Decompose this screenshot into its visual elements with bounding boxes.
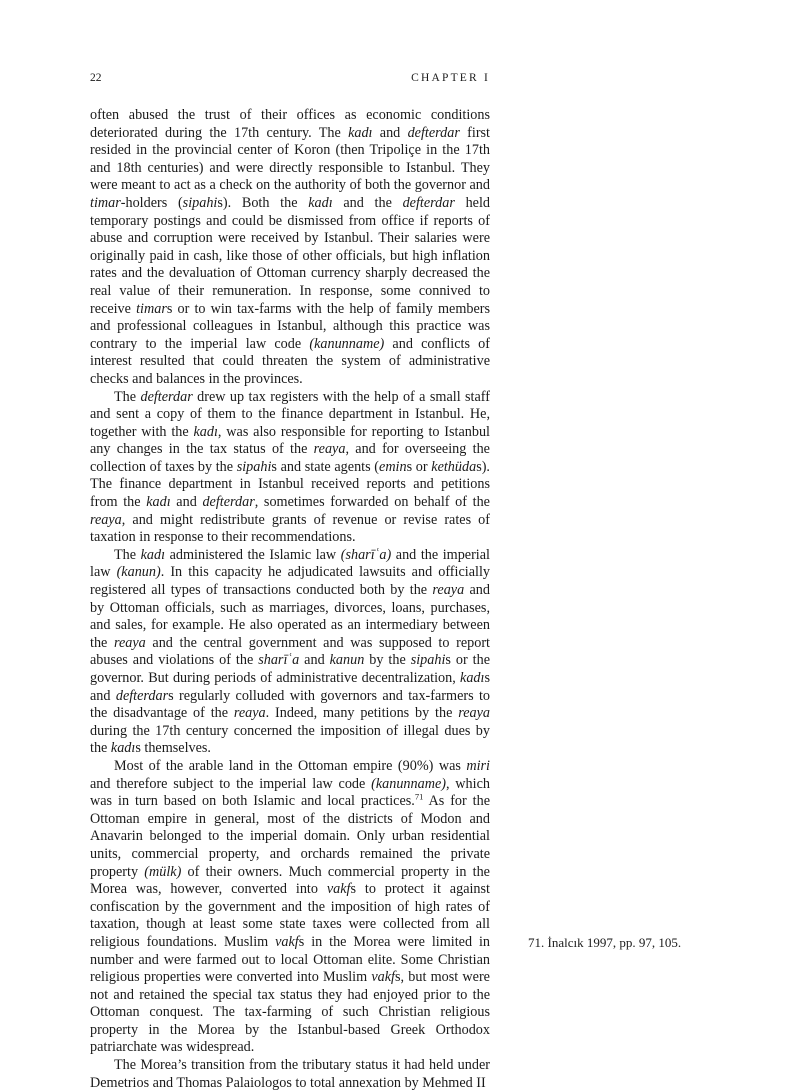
text-run: and the imperial law: [90, 546, 490, 581]
text-run: s, but most were not and retained the special tax status they had enjoyed prior to the Ottoman conquest. The tax-farming of such Christian religious property in the Morea by the Istanbul-based Greek Orthodox patriarchate was widespread.: [90, 969, 490, 1056]
italic-term: kadı: [308, 194, 333, 211]
italic-term: (kanunname): [309, 335, 385, 352]
italic-term: defterdar: [407, 124, 460, 141]
italic-term: kadı: [110, 740, 136, 757]
italic-term: sipahi: [236, 458, 272, 475]
text-run: s or the governor. But during periods of administrative decentralization,: [90, 652, 490, 686]
page-header: [90, 72, 490, 88]
italic-term: kadı: [348, 124, 373, 141]
text-run: s regularly colluded with governors and tax-farmers to the disadvantage of the: [90, 687, 490, 722]
text-run: s and state agents (: [271, 458, 380, 475]
italic-term: kanun: [329, 652, 365, 669]
italic-term: reaya: [233, 705, 266, 722]
text-run: often abused the trust of their offices as economic conditions deteriorated during the 17th century. The: [90, 107, 490, 141]
text-run: s in the Morea were limited in number and were farmed out to local Ottoman elite. Some Christian religious properties were converted into Muslim: [90, 933, 490, 986]
italic-term: defterdar: [140, 388, 193, 405]
text-run: and the: [332, 194, 403, 211]
text-run: The: [114, 546, 141, 563]
italic-term: sipahi: [182, 194, 218, 211]
text-run: first resided in the provincial center of Koron (then Tripoliçe in the 17th and 18th centuries) and were directly responsible to Istanbul. They were meant to act as a check on the authority of both the governor and: [90, 124, 491, 194]
text-run: held temporary postings and could be dismissed from office if reports of abuse and corruption were received by Istanbul. Their salaries were originally paid in cash, like those of other officials, but high inflation rates and the devaluation of Ottoman currency sharply decreased the real value of their remuneration. In response, some connived to receive: [90, 194, 490, 317]
text-run: s to protect it against confiscation by the government and the imposition of high rates of taxation, though at least some state taxes were collected from all religious foundations. Muslim: [90, 881, 490, 950]
text-run: . Indeed, many petitions by the: [265, 705, 459, 722]
text-run: As for the Ottoman empire in general, most of the districts of Modon and Anavarin belonged to the imperial domain. Only urban residential units, commercial property, and orchards remained the private property: [90, 793, 490, 880]
italic-term: timar: [90, 194, 121, 211]
italic-term: kadı: [146, 494, 171, 511]
text-run: , and might redistribute grants of revenue or revise rates of taxation in response to their recommendations.: [90, 511, 490, 546]
italic-term: reaya: [113, 634, 146, 651]
text-run: and: [299, 652, 330, 669]
text-run: and: [170, 494, 203, 511]
body-text: [90, 107, 490, 1092]
text-run: s). The finance department in Istanbul received reports and petitions from the: [90, 458, 490, 511]
italic-term: (kanun): [116, 564, 161, 581]
italic-term: sharīʿa: [258, 652, 300, 669]
paragraph: [90, 389, 490, 547]
text-run: , sometimes forwarded on behalf of the: [254, 494, 490, 511]
text-run: s or to win tax-farms with the help of family members and professional colleagues in Istanbul, although this practice was contrary to the imperial law code: [90, 300, 491, 352]
text-run: of their owners. Much commercial property in the Morea was, however, converted into: [90, 863, 490, 898]
text-run: and therefore subject to the imperial law code: [90, 775, 372, 792]
italic-term: reaya: [458, 705, 490, 722]
page-number: 22: [90, 72, 102, 84]
text-run: and: [372, 124, 408, 141]
text-run: s). Both the: [217, 194, 309, 211]
text-run: administered the Islamic law: [165, 546, 341, 563]
italic-term: vakf: [275, 933, 299, 950]
paragraph: [90, 1057, 490, 1092]
text-run: s or: [406, 458, 432, 475]
italic-term: kadı: [193, 423, 218, 440]
italic-term: reaya: [313, 441, 346, 458]
italic-term: defterdar: [402, 194, 455, 211]
italic-term: (mülk): [144, 863, 182, 880]
paragraph: [90, 758, 490, 1057]
italic-term: reaya: [432, 582, 465, 599]
italic-term: kethüda: [431, 458, 477, 475]
italic-term: defterdar: [202, 494, 255, 511]
paragraph: [90, 547, 490, 758]
text-run: -holders (: [120, 194, 183, 211]
italic-term: defterdar: [115, 687, 169, 704]
text-run: and the central government and was supposed to report abuses and violations of the: [90, 634, 490, 669]
text-run: s and: [90, 670, 490, 704]
italic-term: vakf: [326, 881, 351, 898]
footnote-71: 71. İnalcık 1997, pp. 97, 105.: [528, 935, 682, 950]
italic-term: kadı: [140, 546, 166, 563]
text-run: s themselves.: [135, 740, 211, 757]
paragraph: [90, 107, 490, 389]
text-run: . In this capacity he adjudicated lawsuits and officially registered all types of transactions conducted both by the: [90, 564, 490, 599]
text-run: The: [114, 388, 141, 405]
text-run: The Morea’s transition from the tributary status it had held under Demetrios and Thomas Palaiologos to total annexation by Mehmed II: [90, 1057, 490, 1091]
text-run: , and for overseeing the collection of taxes by the: [90, 441, 490, 475]
footnote-ref: 71: [414, 791, 424, 802]
text-run: by the: [364, 652, 411, 669]
text-run: Most of the arable land in the Ottoman empire (90%) was: [114, 757, 467, 774]
text-run: , was also responsible for reporting to Istanbul any changes in the tax status of the: [90, 423, 490, 458]
italic-term: timar: [136, 300, 167, 317]
italic-term: (kanunname): [371, 775, 446, 792]
italic-term: miri: [466, 757, 490, 774]
italic-term: sipahi: [410, 652, 446, 669]
text-run: and by Ottoman officials, such as marriages, divorces, loans, purchases, and sales, for example. He also operated as an intermediary between the: [90, 582, 490, 651]
italic-term: emin: [379, 458, 407, 475]
italic-term: reaya: [90, 511, 122, 528]
text-run: drew up tax registers with the help of a small staff and sent a copy of them to the finance department in Istanbul. He, together with the: [90, 388, 490, 440]
italic-term: vakf: [371, 969, 395, 986]
text-run: and conflicts of interest resulted that could threaten the system of administrative checks and balances in the provinces.: [90, 335, 490, 387]
italic-term: (sharīʿa): [340, 546, 392, 563]
text-run: during the 17th century concerned the imposition of illegal dues by the: [90, 722, 490, 757]
italic-term: kadı: [460, 670, 485, 686]
running-head: CHAPTER I: [411, 72, 490, 84]
text-run: , which was in turn based on both Islamic and local practices.: [90, 775, 490, 810]
